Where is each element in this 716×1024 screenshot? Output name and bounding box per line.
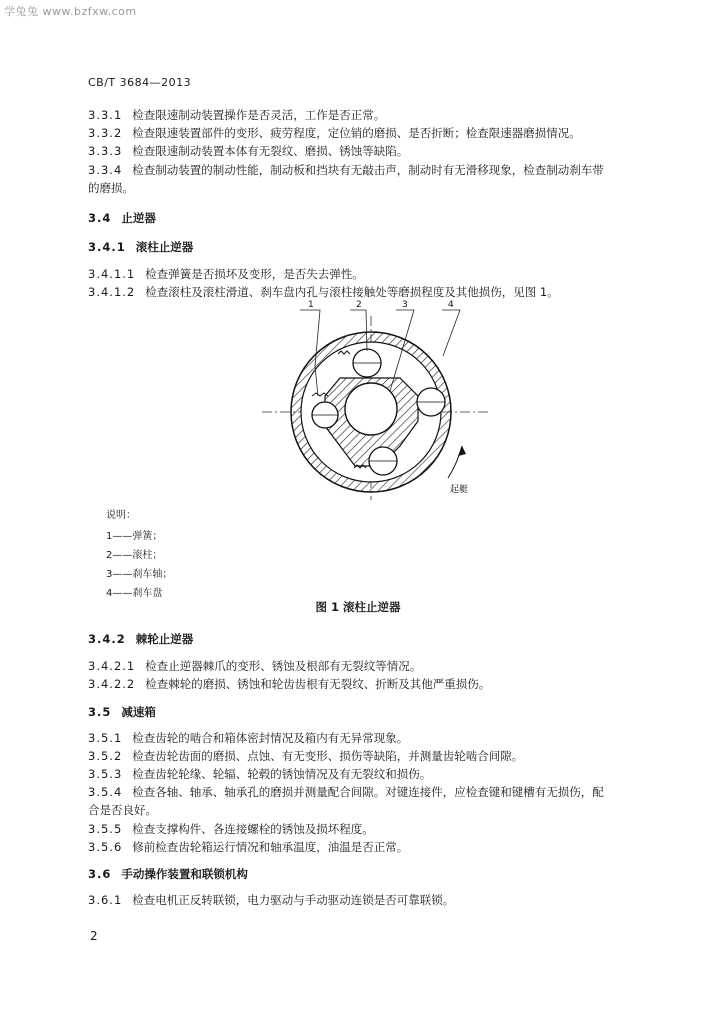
clause-text: 检查限速制动装置操作是否灵活，工作是否正常。 [132,108,386,122]
clause-3-3-3 [88,142,688,160]
clause-number: 3.4.1.2 [88,285,136,299]
clause-number: 3.4 [88,211,112,225]
clause-3-5-4-cont [88,801,688,819]
clause-text: 检查齿轮齿面的磨损、点蚀、有无变形、损伤等缺陷，并测量齿轮啮合间隙。 [132,749,524,763]
section-3-4-heading [88,209,688,227]
clause-text: 检查支撑构件、各连接螺栓的锈蚀及损坏程度。 [132,822,374,836]
clause-3-5-4 [88,783,688,801]
clause-text: 检查限速制动装置本体有无裂纹、磨损、锈蚀等缺陷。 [132,144,409,158]
clause-3-5-6 [88,838,688,856]
clause-3-4-2-1 [88,657,688,675]
callout-2: 2 [356,300,362,310]
clause-number: 3.5.4 [88,785,123,799]
clause-text: 检查滚柱及滚柱滑道、刹车盘内孔与滚柱接触处等磨损程度及其他损伤，见图 1。 [145,285,559,299]
clause-number: 3.3.1 [88,108,123,122]
legend-item-1: 1——弹簧； [106,531,163,542]
clause-3-3-1 [88,106,688,124]
legend-item-2: 2——滚柱； [106,550,163,561]
clause-3-4-2-heading [88,630,688,648]
rotation-label: 起艇 [450,485,469,495]
clause-text: 检查齿轮的啮合和箱体密封情况及箱内有无异常现象。 [132,731,409,745]
clause-3-4-2-2 [88,675,688,693]
section-3-6-heading [88,865,688,883]
clause-number: 3.4.2.1 [88,659,136,673]
clause-text: 检查弹簧是否损坏及变形，是否失去弹性。 [145,267,364,281]
clause-3-4-1-1 [88,265,688,283]
clause-3-6-1 [88,891,688,909]
section-title: 棘轮止逆器 [135,632,194,646]
clause-text: 检查止逆器棘爪的变形、锈蚀及根部有无裂纹等情况。 [145,659,422,673]
section-title: 止逆器 [121,211,156,225]
figure-caption: 图 1 滚柱止逆器 [315,600,401,614]
clause-number: 3.5.1 [88,731,123,745]
callout-1: 1 [308,300,314,310]
clause-text: 合是否良好。 [88,803,157,817]
clause-number: 3.4.1.1 [88,267,136,281]
clause-number: 3.4.2 [88,632,126,646]
clause-number: 3.5.6 [88,840,123,854]
section-3-5-heading [88,703,688,721]
section-title: 减速箱 [121,705,156,719]
roller-backstop-figure [250,296,510,501]
clause-3-5-5 [88,820,688,838]
watermark: 学兔兔 www.bzfxw.com [4,5,137,18]
clause-3-3-4 [88,161,688,179]
clause-3-5-1 [88,729,688,747]
clause-text: 检查齿轮轮缘、轮辐、轮毂的锈蚀情况及有无裂纹和损伤。 [132,767,432,781]
clause-3-5-2 [88,747,688,765]
page-number: 2 [90,929,98,943]
clause-number: 3.5.5 [88,822,123,836]
callout-leader-4 [442,310,460,356]
clause-number: 3.4.2.2 [88,677,136,691]
callout-4: 4 [448,300,454,310]
callout-3: 3 [402,300,408,310]
clause-number: 3.5.2 [88,749,123,763]
clause-3-5-3 [88,765,688,783]
clause-number: 3.3.4 [88,163,123,177]
clause-text: 检查各轴、轴承、轴承孔的磨损并测量配合间隙。对键连接件，应检查键和键槽有无损伤，配 [132,785,604,799]
rotation-arrowhead [458,446,466,456]
clause-3-3-2 [88,124,688,142]
legend-item-4: 4——刹车盘 [106,588,163,599]
clause-3-4-1-heading [88,238,688,256]
clause-text: 检查制动装置的制动性能，制动板和挡块有无敲击声，制动时有无滑移现象，检查制动刹车带 [132,163,604,177]
section-title: 滚柱止逆器 [135,240,194,254]
clause-text: 修前检查齿轮箱运行情况和轴承温度，油温是否正常。 [132,840,409,854]
clause-text: 检查棘轮的磨损、锈蚀和轮齿齿根有无裂纹、折断及其他严重损伤。 [145,677,491,691]
legend-title: 说明： [106,510,136,521]
clause-text: 检查电机正反转联锁，电力驱动与手动驱动连锁是否可靠联锁。 [132,893,455,907]
standard-code: CB/T 3684—2013 [88,76,192,89]
shaft-bore [345,383,397,435]
clause-number: 3.3.2 [88,126,123,140]
clause-text: 的磨损。 [88,181,134,195]
clause-number: 3.5 [88,705,112,719]
clause-number: 3.5.3 [88,767,123,781]
section-title: 手动操作装置和联锁机构 [121,867,248,881]
clause-number: 3.6 [88,867,112,881]
clause-number: 3.4.1 [88,240,126,254]
rotation-arrow [448,446,462,478]
clause-3-3-4-cont [88,179,688,197]
clause-number: 3.3.3 [88,144,123,158]
clause-number: 3.6.1 [88,893,123,907]
legend-item-3: 3——刹车轴； [106,569,173,580]
clause-text: 检查限速装置部件的变形、疲劳程度，定位销的磨损、是否折断；检查限速器磨损情况。 [132,126,581,140]
